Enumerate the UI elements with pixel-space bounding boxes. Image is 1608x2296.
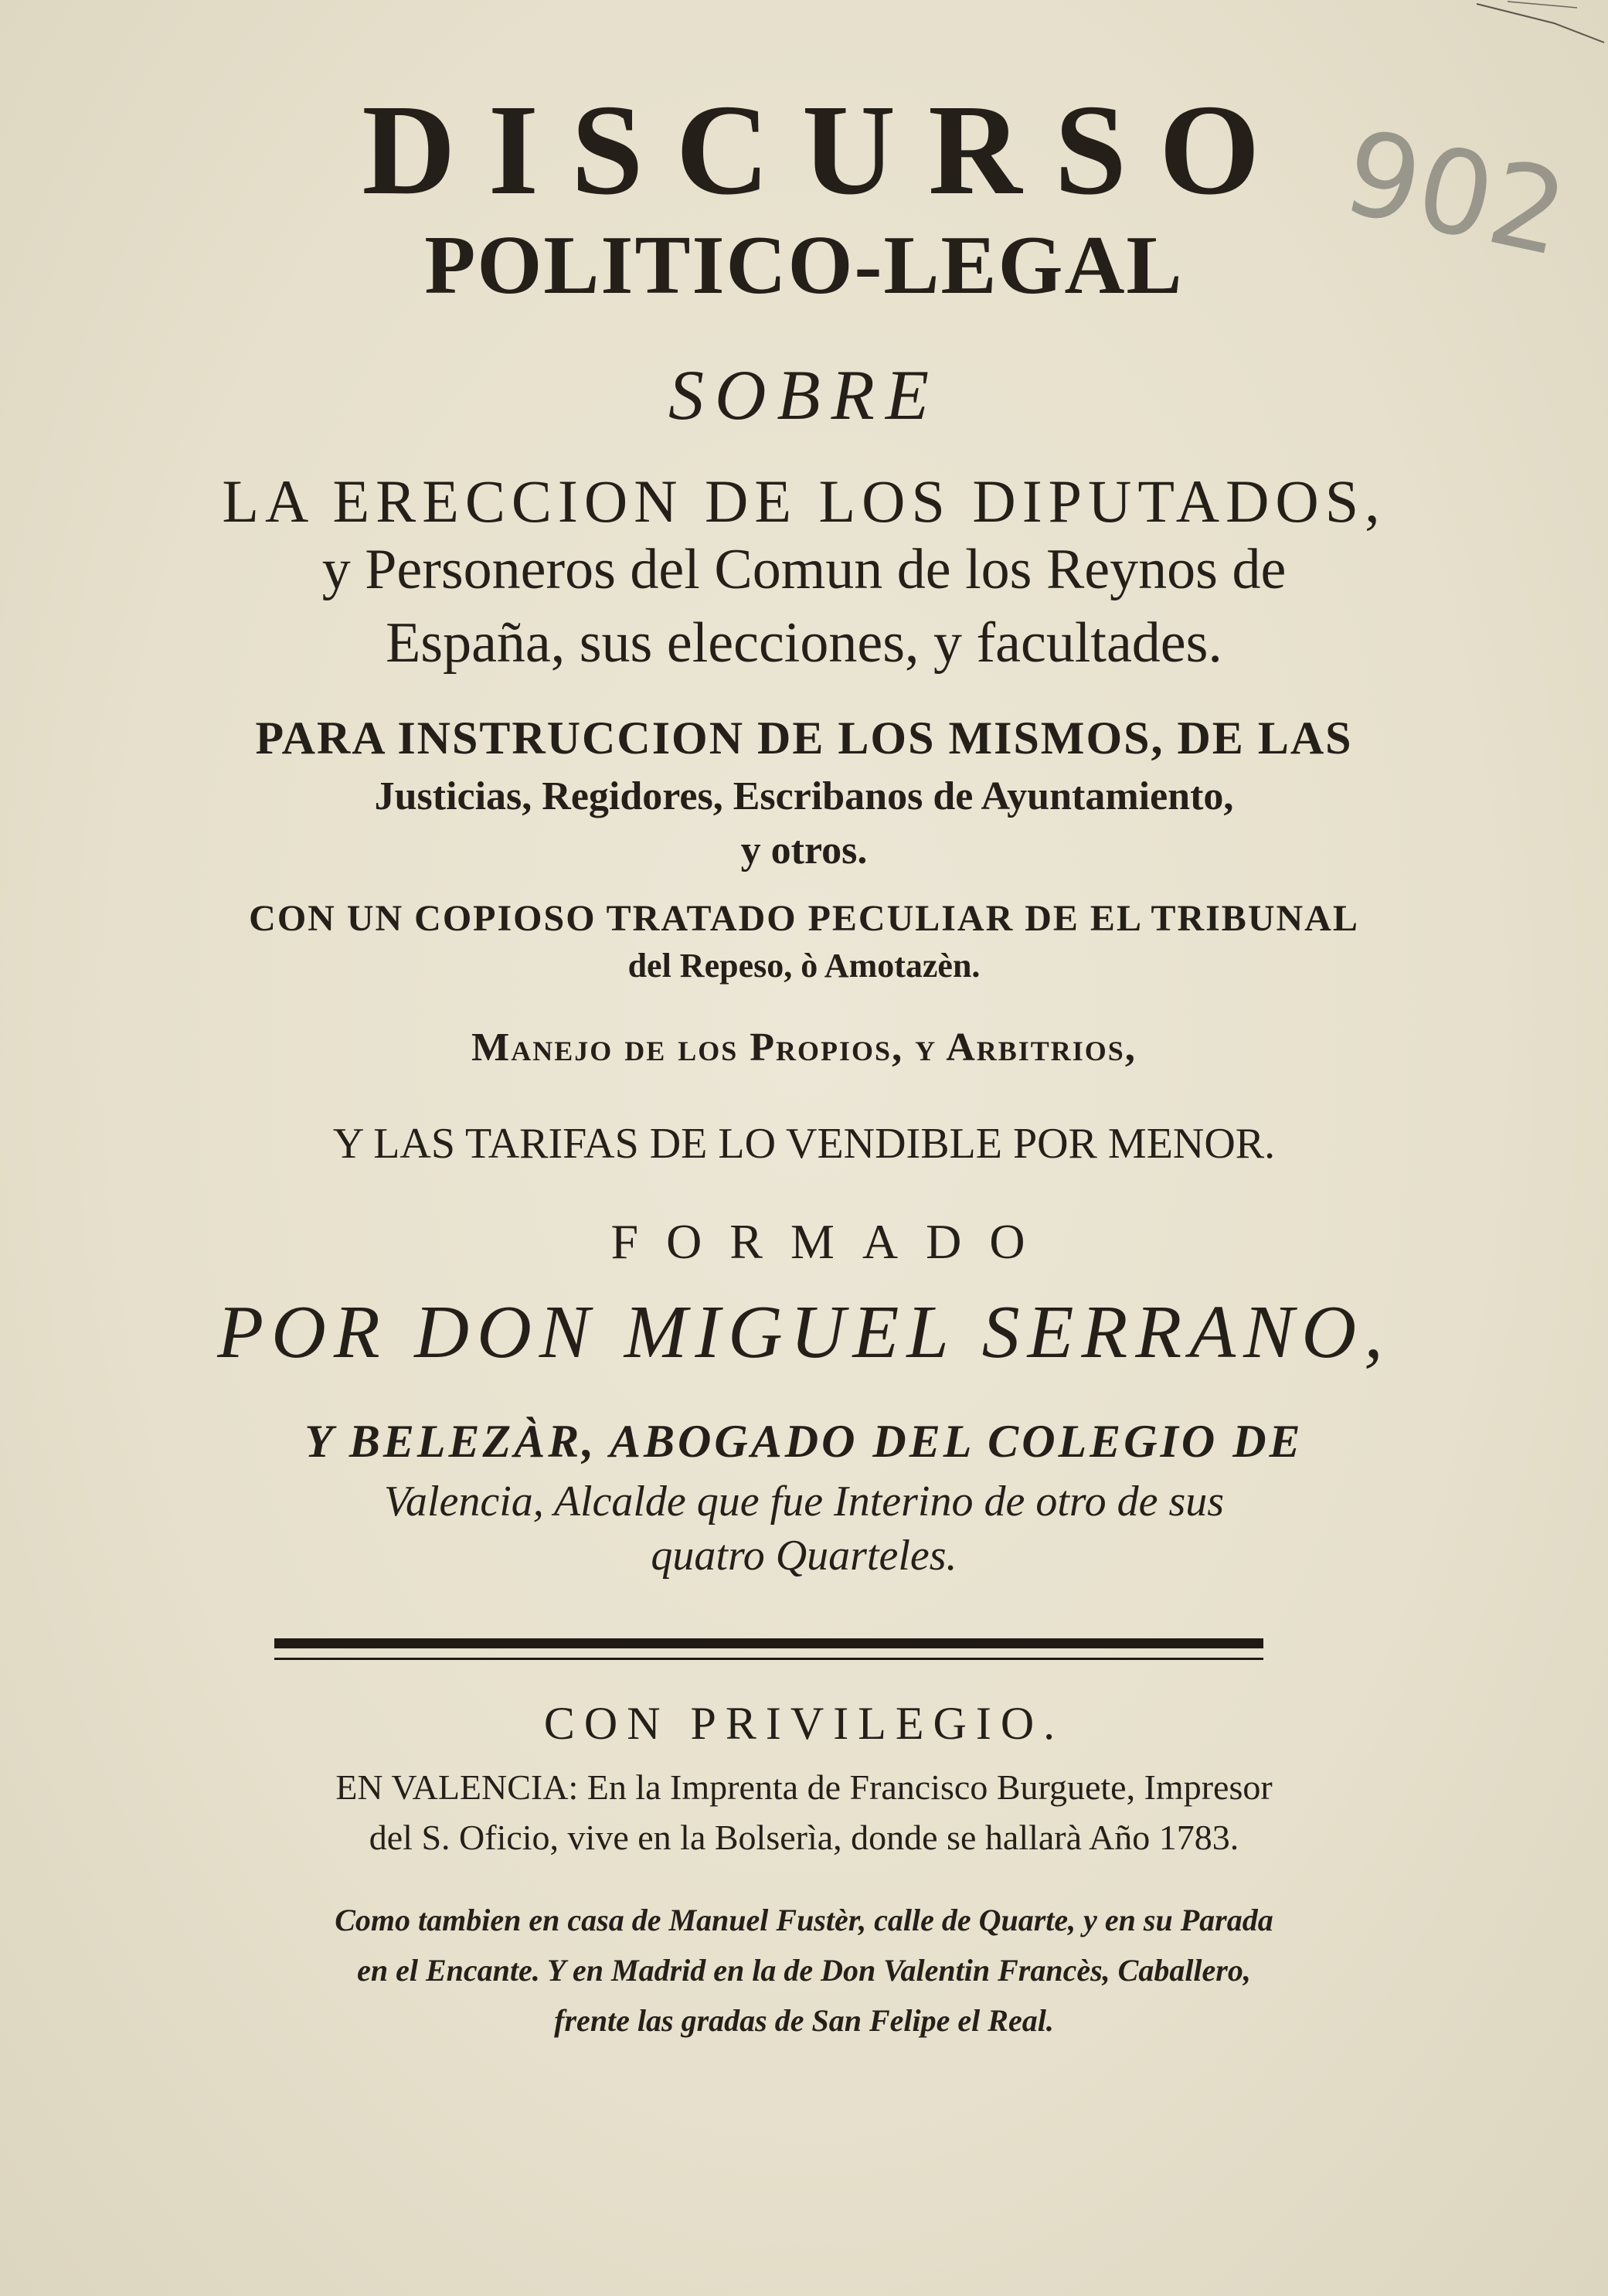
sale-line-2: en el Encante. Y en Madrid en la de Don Valentin Francès, Caballero, [357, 1953, 1251, 1988]
subtitle: POLITICO-LEGAL [424, 219, 1184, 311]
instruction-line-3: y otros. [740, 828, 868, 872]
handwritten-shelf-number: 902 [1333, 104, 1578, 283]
topic-line-2: y Personeros del Comun de los Reynos de [321, 538, 1287, 601]
privilegio-line: CON PRIVILEGIO. [543, 1698, 1065, 1749]
torn-corner-mark [1461, 0, 1608, 46]
sale-line-1: Como tambien en casa de Manuel Fustèr, calle de Quarte, y en su Parada [335, 1903, 1273, 1937]
propios-line: Manejo de los Propios, y Arbitrios, [471, 1026, 1137, 1070]
tribunal-line-1: CON UN COPIOSO TRATADO PECULIAR DE EL TRIBUNAL [249, 898, 1359, 939]
topic-line-3: España, sus elecciones, y facultades. [386, 611, 1222, 675]
author-line: POR DON MIGUEL SERRANO, [217, 1291, 1391, 1374]
sobre-heading: SOBRE [668, 355, 940, 434]
topic-line-1: LA ERECCION DE LOS DIPUTADOS, [222, 468, 1386, 535]
author-details-line-2: Valencia, Alcalde que fue Interino de otro de sus [383, 1478, 1225, 1526]
imprint-line-1: EN VALENCIA: En la Imprenta de Francisco Burguete, Impresor [335, 1767, 1273, 1807]
author-details-line-3: quatro Quarteles. [651, 1532, 957, 1580]
tarifas-line: Y LAS TARIFAS DE LO VENDIBLE POR MENOR. [332, 1120, 1276, 1168]
instruction-line-2: Justicias, Regidores, Escribanos de Ayuntamiento, [374, 774, 1234, 818]
divider-thin [274, 1658, 1263, 1660]
imprint-line-2: del S. Oficio, vive en la Bolserìa, donde se hallarà Año 1783. [369, 1818, 1239, 1857]
formado-heading: FORMADO [610, 1214, 1053, 1269]
divider-thick [274, 1638, 1263, 1648]
sale-line-3: frente las gradas de San Felipe el Real. [554, 2003, 1054, 2038]
instruction-line-1: PARA INSTRUCCION DE LOS MISMOS, DE LAS [255, 713, 1353, 764]
main-title: DISCURSO [362, 78, 1293, 222]
author-details-line-1: Y BELEZÀR, ABOGADO DEL COLEGIO DE [304, 1416, 1304, 1467]
tribunal-line-2: del Repeso, ò Amotazèn. [627, 947, 981, 985]
